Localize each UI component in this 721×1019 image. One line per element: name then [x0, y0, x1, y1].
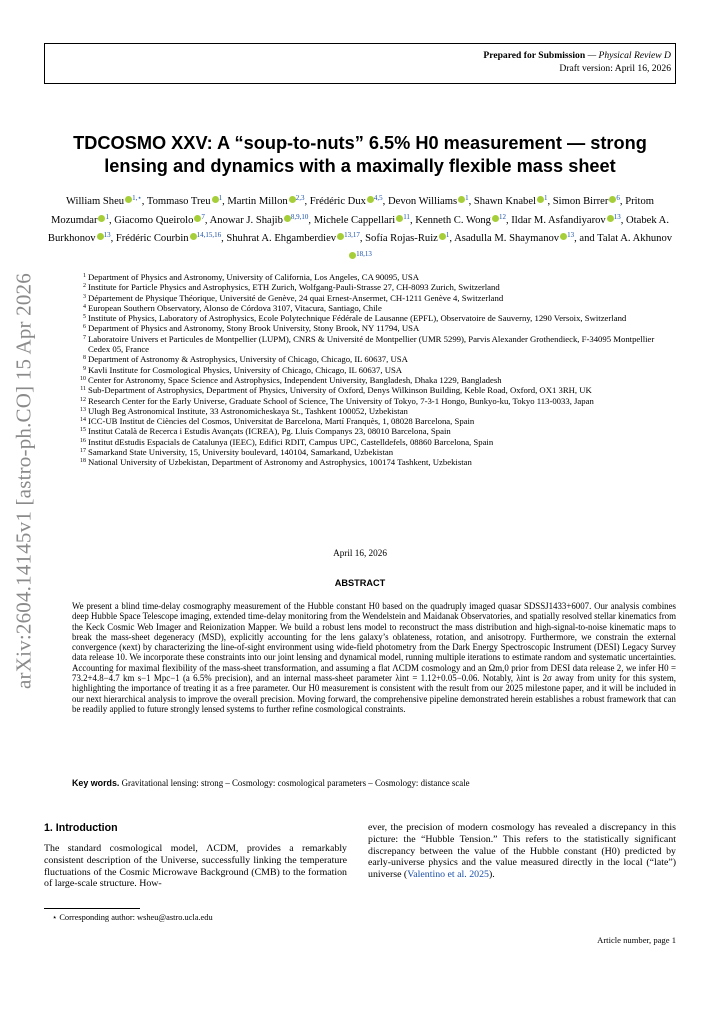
orcid-icon[interactable]	[284, 215, 291, 222]
affiliation-text: Department of Physics and Astronomy, University of California, Los Angeles, CA 90095, USA	[88, 272, 419, 282]
intro-column-left: The standard cosmological model, ΛCDM, provides a remarkably consistent description of the Universe, successfully linking the temperature fluctuations of the Cosmic Microwave Background (CMB) to the formation of large-scale structure. How-	[44, 843, 347, 890]
affiliation	[76, 447, 676, 457]
author-affiliation-mark[interactable]: 1,⋆	[132, 194, 142, 202]
orcid-icon[interactable]	[492, 215, 499, 222]
author-affiliation-mark[interactable]: 13	[103, 231, 111, 240]
affiliation	[76, 313, 676, 323]
affiliation-text: ICC-UB Institut de Ciències del Cosmos, Universitat de Barcelona, Martí Franquès, 1, 08028 Barcelona, Spain	[88, 416, 475, 427]
affiliation-list	[76, 272, 676, 468]
author-name: Frédéric Dux	[309, 196, 366, 207]
orcid-icon[interactable]	[367, 196, 374, 203]
submission-line: Prepared for Submission — Physical Review D	[483, 50, 671, 61]
author-name: Simon Birrer	[552, 196, 609, 207]
author-affiliation-mark[interactable]: 13	[613, 212, 621, 221]
affiliation-text: Institut dEstudis Espacials de Catalunya (IEEC), Edifici RDIT, Campus UPC, Castelldefels, 08860 Barcelona, Spain	[88, 436, 494, 447]
author-name: Michele Cappellari	[313, 214, 396, 226]
affiliation	[76, 396, 676, 406]
arxiv-stamp[interactable]: arXiv:2604.14145v1 [astro-ph.CO] 15 Apr 2026	[11, 273, 36, 689]
orcid-icon[interactable]	[439, 233, 446, 240]
author-name: Talat A. Akhunov	[597, 233, 673, 245]
page-number: Article number, page 1	[597, 935, 676, 945]
affiliation	[76, 426, 676, 436]
author-affiliation-mark[interactable]: 2,3	[295, 194, 305, 202]
affiliation	[76, 437, 676, 447]
author-affiliation-mark[interactable]: 7	[201, 212, 205, 221]
abstract-text: We present a blind time-delay cosmography measurement of the Hubble constant H0 based on the quadruply imaged quasar SDSSJ1433+6007. Our analysis combines deep Hubble Space Telescope imaging, extended time-delay monitoring from the Wendelstein and Maidanak Observatories, and spatially resolved stellar kinematics from the Keck Cosmic Web Imager and Reionization Mapper. We build a robust lens model to reconstruct the mass distribution and high-signal-to-noise kinematic maps to break the mass-sheet degeneracy (MSD), explicitly accounting for the lens galaxy’s oblateness, rotation, and anisotropy. Furthermore, we constrain the external convergence (κext) by characterizing the line-of-sight environment using wide-field photometry from the Dark Energy Spectroscopic Instrument (DESI) Legacy Survey data release 10. We incorporate these constraints into our joint lensing and dynamical model, running multiple iterations to estimate random and systematic uncertainties. Accounting for maximal flexibility of the mass-sheet transformation, and assuming a flat ΛCDM cosmology and an Ωm,0 prior from DESI data release 2, we infer H0 = 73.2+4.8−4.7 km s−1 Mpc−1 (a 6.5% precision), and an internal mass-sheet parameter λint = 1.12+0.05−0.06. Notably, λint is 2σ away from unity for this system, highlighting the importance of treating it as a free parameter. Our H0 measurement is consistent with the result from our 2025 milestone paper, and it will be included in our next hierarchical analysis to improve the overall precision. Moving forward, the comprehensive pipeline demonstrated herein establishes a robust framework that can be readily applied to future strongly lensed systems to further refine cosmological constraints.	[72, 601, 676, 714]
affiliation-number: 13	[80, 406, 86, 413]
intro-column-right	[368, 822, 676, 881]
affiliation-text: Department of Astronomy & Astrophysics, University of Chicago, Chicago, IL 60637, USA	[88, 354, 408, 365]
affiliation-number: 11	[80, 386, 86, 393]
author-name: Martin Millon	[227, 196, 288, 207]
affiliation	[76, 323, 676, 333]
affiliation	[76, 375, 676, 385]
affiliation-number: 5	[83, 314, 86, 321]
affiliation-number: 16	[80, 437, 86, 444]
affiliation-text: European Southern Observatory, Alonso de Córdova 3107, Vitacura, Santiago, Chile	[88, 302, 382, 313]
author-name: Giacomo Queirolo	[114, 214, 194, 226]
section-heading: 1. Introduction	[44, 822, 118, 834]
affiliation-text: Samarkand State University, 15, University boulevard, 140104, Samarkand, Uzbekistan	[88, 447, 394, 458]
author-affiliation-mark[interactable]: 14,15,16	[196, 231, 222, 240]
author-name: Ildar M. Asfandiyarov	[511, 214, 606, 226]
author-affiliation-mark[interactable]: 18,13	[356, 249, 372, 258]
author-name: Anowar J. Shajib	[209, 214, 283, 226]
affiliation-text: Kavli Institute for Cosmological Physics, University of Chicago, Chicago, IL 60637, USA	[88, 364, 403, 375]
keywords-label: Key words.	[72, 778, 120, 788]
affiliation-text: Institute of Physics, Laboratory of Astrophysics, Ecole Polytechnique Fédérale de Lausanne (EPFL), Observatoire de Sauverny, 1290 Versoix, Switzerland	[88, 313, 627, 324]
affiliation	[76, 416, 676, 426]
publication-date: April 16, 2026	[333, 548, 387, 558]
affiliation-number: 12	[80, 396, 86, 403]
affiliation-text: Ulugh Beg Astronomical Institute, 33 Astronomicheskaya St., Tashkent 100052, Uzbekistan	[88, 405, 408, 416]
author-name: Frédéric Courbin	[115, 233, 189, 245]
author-name: Tommaso Treu	[146, 196, 211, 207]
affiliation-text: Research Center for the Early Universe, Graduate School of Science, The University of Tokyo, 7-3-1 Hongo, Bunkyo-ku, Tokyo 113-0033, Japan	[88, 395, 594, 406]
author-affiliation-mark[interactable]: 6	[616, 194, 620, 202]
author-list: William Sheu $^{1,⋆}$, Tommaso Treu $^1$, Martin Millon $^{2,3}$, Frédéric Dux $^{4,5}$, Devon Williams $^1$, Shawn Knabel $^1$, Simon Birrer $^6$, Pritom Mozumdar $^1$, Giacomo Queirolo $^7$, Anowar J. Shajib $^{8,9,10}$, Michele Cappellari $^{11}$, Kenneth C. Wong $^{12}$, Ildar M. Asfandiyarov $^{13}$, Otabek A. Burkhonov $^{13}$, Frédéric Courbin $^{14,15,16}$, Shuhrat A. Ehgamberdiev $^{13,17}$, Sofía Rojas-Ruiz $^1$, Asadulla M. Shaymanov $^{13}$, and Talat A. Akhunov$^{18,13}$	[47, 194, 673, 258]
affiliation	[76, 293, 676, 303]
affiliation-number: 9	[83, 365, 86, 372]
affiliation-text: Département de Physique Théorique, Université de Genève, 24 quai Ernest-Ansermet, CH-1211 Genève 4, Switzerland	[88, 292, 504, 303]
author-affiliation-mark[interactable]: 13	[567, 231, 575, 240]
affiliation	[76, 282, 676, 292]
author-affiliation-mark[interactable]: 13,17	[344, 231, 360, 240]
paper-title: TDCOSMO XXV: A “soup-to-nuts” 6.5% H0 measurement — strong lensing and dynamics with a maximally flexible mass sheet	[73, 133, 647, 176]
author-name: Devon Williams	[387, 196, 458, 207]
author-name: Kenneth C. Wong	[415, 214, 491, 226]
author-name: Shawn Knabel	[473, 196, 536, 207]
affiliation-number: 4	[83, 303, 86, 310]
abstract-heading: ABSTRACT	[334, 578, 386, 588]
affiliation	[76, 385, 676, 395]
footnote: ⋆ Corresponding author: wsheu@astro.ucla.edu	[52, 913, 213, 922]
author-affiliation-mark[interactable]: 8,9,10	[290, 212, 309, 221]
affiliation-text: Laboratoire Univers et Particules de Montpellier (LUPM), CNRS & Université de Montpellier (UMR 5299), Parvis Alexander Grothendieck, F-34095 Montpellier Cedex 05, France	[88, 333, 655, 355]
intro-right-end: ).	[488, 869, 495, 881]
affiliation	[76, 365, 676, 375]
affiliation	[76, 272, 676, 282]
author-affiliation-mark[interactable]: 4,5	[373, 194, 383, 202]
intro-right-text: ever, the precision of modern cosmology has revealed a discrepancy in this picture: the “Hubble Tension.” This refers to the statistically significant discrepancy between the value of the Hubble constant (H0) predicted by early-universe physics and the value measured directly in the local (“late”) universe (	[368, 822, 676, 881]
affiliation-number: 10	[80, 375, 86, 382]
affiliation-text: Sub-Department of Astrophysics, Department of Physics, University of Oxford, Denys Wilkinson Building, Keble Road, Oxford, OX1 3RH, UK	[88, 385, 592, 396]
author-affiliation-mark[interactable]: 1	[543, 194, 548, 202]
orcid-icon[interactable]	[537, 196, 544, 203]
affiliation-number: 15	[80, 427, 86, 434]
keywords-text: Gravitational lensing: strong – Cosmology: cosmological parameters – Cosmology: distance scale	[121, 778, 470, 788]
author-affiliation-mark[interactable]: 12	[498, 212, 506, 221]
citation-link[interactable]: Valentino et al. 2025	[407, 869, 489, 881]
author-name: Pritom Mozumdar	[50, 196, 655, 226]
affiliation	[76, 334, 676, 355]
affiliation-number: 2	[83, 283, 86, 290]
author-name: William Sheu	[65, 196, 125, 207]
orcid-icon[interactable]	[97, 233, 104, 240]
affiliation	[76, 457, 676, 467]
affiliation	[76, 406, 676, 416]
affiliation-number: 7	[83, 334, 86, 341]
affiliation-text: National University of Uzbekistan, Department of Astronomy and Astrophysics, 100174 Tashkent, Uzbekistan	[88, 457, 472, 468]
author-affiliation-mark[interactable]: 1	[218, 194, 223, 202]
affiliation-number: 6	[83, 324, 86, 331]
submission-box	[44, 43, 676, 84]
author-affiliation-mark[interactable]: 1	[445, 231, 450, 240]
affiliation-number: 1	[83, 273, 86, 279]
affiliation-number: 18	[80, 458, 86, 465]
affiliation-text: Institut Català de Recerca i Estudis Avançats (ICREA), Pg. Lluís Companys 23, 08010 Barcelona, Spain	[88, 426, 451, 437]
affiliation-number: 14	[80, 417, 86, 424]
affiliation	[76, 303, 676, 313]
author-name: Shuhrat A. Ehgamberdiev	[226, 233, 337, 245]
affiliation	[76, 354, 676, 364]
arxiv-stamp-container	[8, 266, 40, 696]
orcid-icon[interactable]	[190, 233, 197, 240]
affiliation-number: 8	[83, 355, 86, 362]
author-name: Otabek A. Burkhonov	[47, 214, 669, 245]
author-name: Sofía Rojas-Ruiz	[365, 233, 438, 245]
affiliation-number: 3	[83, 293, 86, 300]
affiliation-number: 17	[80, 448, 86, 455]
affiliation-text: Center for Astronomy, Space Science and Astrophysics, Independent University, Bangladesh, Dhaka 1229, Bangladesh	[88, 374, 502, 385]
keywords	[72, 778, 676, 788]
author-name: Asadulla M. Shaymanov	[454, 233, 560, 245]
affiliation-text: Institute for Particle Physics and Astrophysics, ETH Zurich, Wolfgang-Pauli-Strasse 27, CH-8093 Zurich, Switzerland	[88, 282, 500, 293]
author-affiliation-mark[interactable]: 1	[465, 194, 469, 202]
affiliation-text: Department of Physics and Astronomy, Stony Brook University, Stony Brook, NY 11794, USA	[88, 323, 420, 334]
author-affiliation-mark[interactable]: 11	[403, 212, 410, 221]
orcid-icon[interactable]	[607, 215, 614, 222]
draft-version: Draft version: April 16, 2026	[559, 63, 671, 74]
footnote-rule	[44, 908, 140, 909]
author-affiliation-mark[interactable]: 1	[105, 212, 109, 221]
orcid-icon[interactable]	[212, 196, 219, 203]
orcid-icon[interactable]	[289, 196, 296, 203]
